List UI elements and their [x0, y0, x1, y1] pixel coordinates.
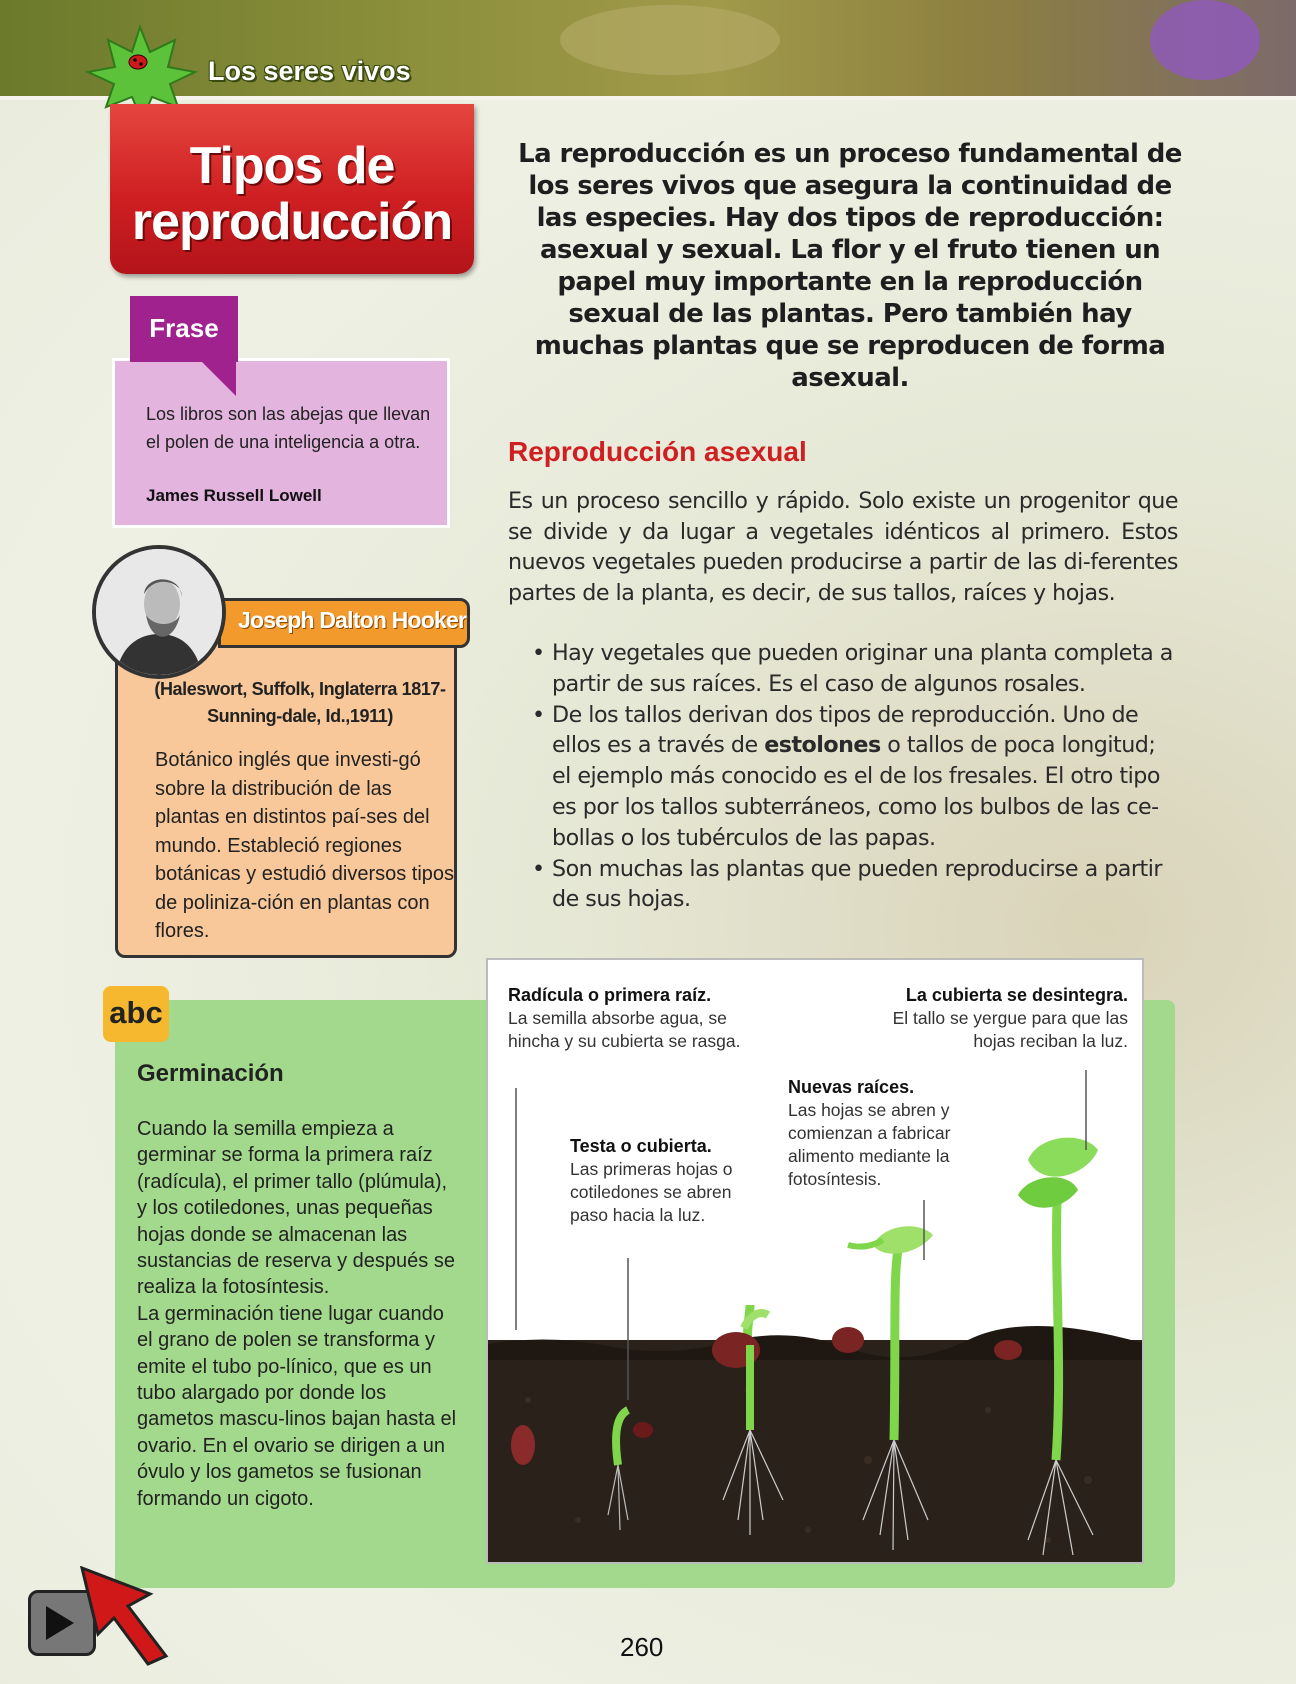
caption-testa	[570, 1135, 770, 1227]
abc-badge: abc	[103, 986, 169, 1042]
quote-tab: Frase	[130, 296, 238, 362]
background-blur-decoration	[560, 5, 780, 75]
caption-new-roots	[788, 1076, 993, 1191]
intro-paragraph: La reproducción es un proceso fundamental de los seres vivos que asegura la continuidad de las especies. Hay dos tipos de reproducción: asexual y sexual. La flor y el fruto tienen un papel muy importante en la reproducción sexual de las plantas. Pero también hay muchas plantas que se reproducen de forma asexual.	[518, 139, 1182, 393]
caption-coat	[848, 984, 1128, 1053]
caption-coat-title: La cubierta se desintegra.	[905, 985, 1128, 1005]
quote-tab-tail	[200, 360, 236, 396]
germination-text-2: La germinación tiene lugar cuando el grano de polen se transforma y emite el tubo po-línico, que es un tubo alargado por donde los gametos mascu-linos bajan hasta el ovario. En el ovario se dirigen a un óvulo y los gametos se fusionan formando un cigoto.	[137, 1302, 457, 1510]
bullet-stems-part1: De los tallos derivan dos tipos de reproducción. Uno de ellos es a través de	[552, 701, 1139, 759]
germination-photo	[486, 958, 1144, 1564]
bullet-stems-bold: estolones	[764, 732, 881, 759]
page-number: 260	[620, 1632, 664, 1662]
portrait-image	[92, 545, 226, 679]
caption-coat-text: El tallo se yergue para que las hojas reciban la luz.	[892, 1008, 1128, 1051]
asexual-heading: Reproducción asexual	[508, 436, 807, 467]
caption-testa-title: Testa o cubierta.	[570, 1136, 712, 1156]
bullet-leaves: • Son muchas las plantas que pueden reproducirse a partir de sus hojas.	[532, 854, 1177, 916]
asexual-paragraph: Es un proceso sencillo y rápido. Solo existe un progenitor que se divide y da lugar a vegetales idénticos al primero. Estos nuevos vegetales pueden producirse a partir de las di-ferentes partes de la planta, es decir, de sus tallos, raíces y hojas.	[508, 488, 1178, 606]
caption-new-roots-title: Nuevas raíces.	[788, 1077, 915, 1097]
ladybug-icon	[129, 55, 147, 69]
bullet-roots: • Hay vegetales que pueden originar una planta completa a partir de sus raíces. Es el caso de algunos rosales.	[532, 638, 1177, 700]
biography-dates: (Haleswort, Suffolk, Inglaterra 1817-Sunning-dale, Id.,1911)	[154, 679, 446, 726]
chapter-title-line2: reproducción	[131, 193, 453, 251]
caption-new-roots-text: Las hojas se abren y comienzan a fabricar alimento mediante la fotosíntesis.	[788, 1100, 951, 1189]
flower-blur-decoration	[1150, 0, 1260, 80]
asexual-bullet-list	[532, 638, 1177, 915]
caption-testa-text: Las primeras hojas o cotiledones se abren paso hacia la luz.	[570, 1159, 733, 1225]
germination-text-1: Cuando la semilla empieza a germinar se forma la primera raíz (radícula), el primer tallo (plúmula), y los cotiledones, unas pequeñas hojas donde se almacenan las sustancias de reserva y después se realiza la fotosíntesis.	[137, 1118, 455, 1299]
section-title: Los seres vivos	[208, 56, 411, 86]
biography-text: Botánico inglés que investi-gó sobre la distribución de las plantas en distintos paí-ses del mundo. Estableció regiones botánicas y estudió diversos tipos de poliniza-ción en plantas con flores.	[155, 749, 455, 942]
caption-radicle	[508, 984, 768, 1053]
caption-radicle-text: La semilla absorbe agua, se hincha y su cubierta se rasga.	[508, 1008, 741, 1051]
play-icon[interactable]	[46, 1606, 74, 1640]
quote-author: James Russell Lowell	[146, 486, 322, 505]
chapter-title-line1: Tipos de	[189, 137, 395, 195]
bullet-stems	[532, 700, 1177, 854]
pointer-arrow-icon	[80, 1566, 180, 1666]
caption-radicle-title: Radícula o primera raíz.	[508, 985, 712, 1005]
quote-text: Los libros son las abejas que llevan el polen de una inteligencia a otra.	[146, 404, 431, 452]
chapter-title-box	[110, 104, 474, 274]
biography-name: Joseph Dalton Hooker	[238, 607, 467, 633]
germination-text	[137, 1116, 462, 1512]
germination-heading: Germinación	[137, 1060, 284, 1087]
bullet-stems-part2: o tallos de poca longitud; el ejemplo más conocido es el de los fresales. El otro tipo es por los tallos subterráneos, como los bulbos de las ce-bollas o los tubérculos de las papas.	[552, 732, 1160, 851]
